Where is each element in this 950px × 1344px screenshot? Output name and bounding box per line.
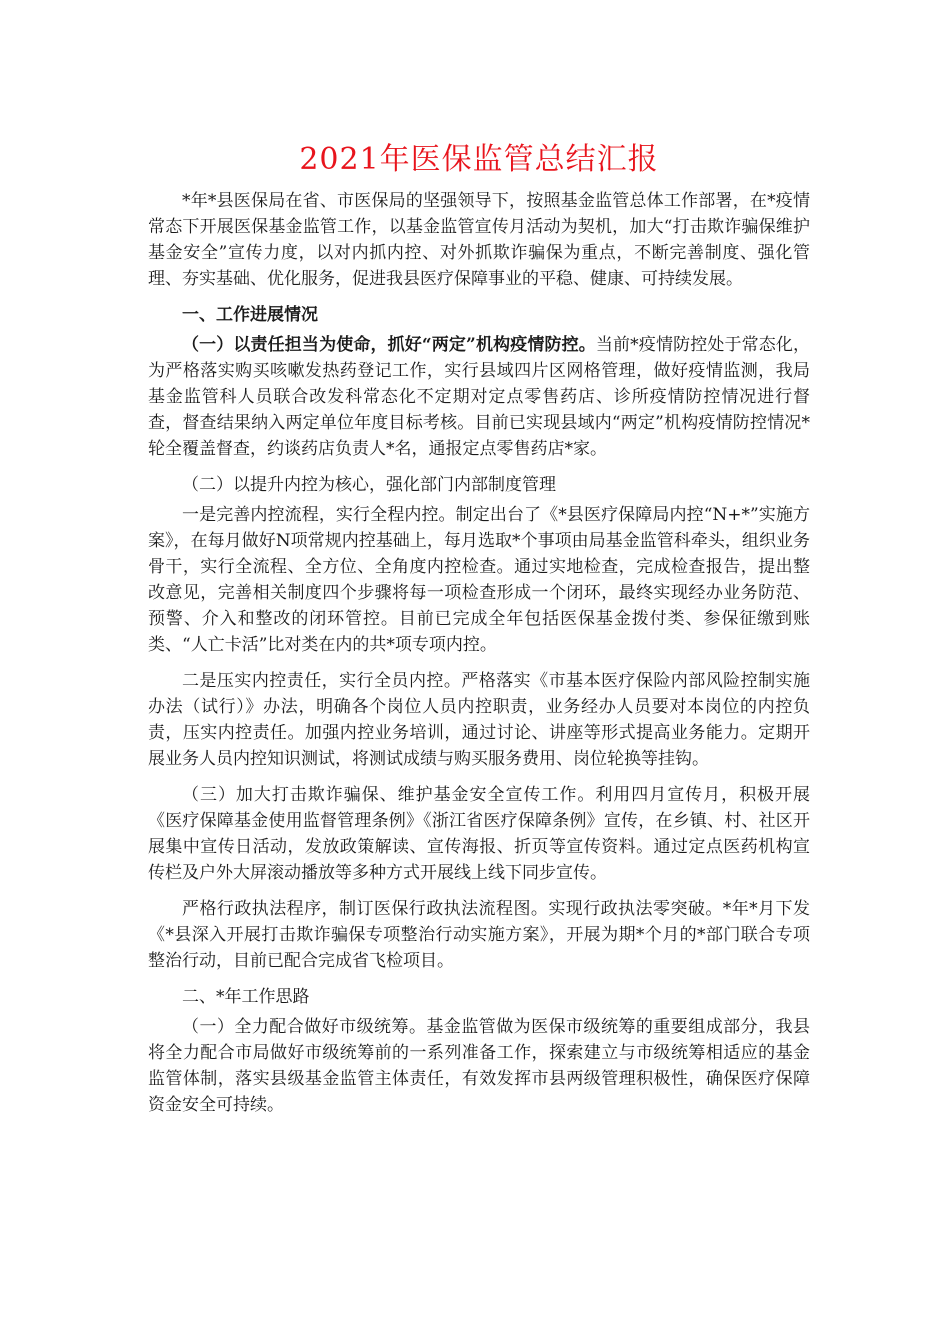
document-body	[148, 140, 810, 1128]
section-1-paragraph-4: 二是压实内控责任，实行全员内控。严格落实《市基本医疗保险内部风险控制实施办法（试行）》办法，明确各个岗位人员内控职责，业务经办人员要对本岗位的内控负责，压实内控责任。加强内控业务培训，通过讨论、讲座等形式提高业务能力。定期开展业务人员内控知识测试，将测试成绩与购买服务费用、岗位轮换等挂钩。	[148, 671, 810, 769]
section-2-heading: 二、*年工作思路	[182, 987, 310, 1007]
section-1-paragraph-3: 一是完善内控流程，实行全程内控。制定出台了《*县医疗保障局内控“N+*”实施方案》，在每月做好N项常规内控基础上，每月选取*个事项由局基金监管科牵头，组织业务骨干，实行全流程、全方位、全角度内控检查。通过实地检查，完成检查报告，提出整改意见，完善相关制度四个步骤将每一项检查形成一个闭环，最终实现经办业务防范、预警、介入和整改的闭环管控。目前已完成全年包括医保基金拨付类、参保征缴到账类、“人亡卡活”比对类在内的共*项专项内控。	[148, 505, 810, 655]
section-1-paragraph-1	[148, 332, 810, 462]
intro-paragraph: *年*县医保局在省、市医保局的坚强领导下，按照基金监管总体工作部署，在*疫情常态下开展医保基金监管工作，以基金监管宣传月活动为契机，加大“打击欺诈骗保维护基金安全”宣传力度，以对内抓内控、对外抓欺诈骗保为重点，不断完善制度、强化管理、夯实基础、优化服务，促进我县医疗保障事业的平稳、健康、可持续发展。	[148, 191, 810, 289]
document-title: 2021年医保监管总结汇报	[299, 142, 659, 177]
section-1-paragraph-1-lead: （一）以责任担当为使命，抓好“两定”机构疫情防控。	[182, 335, 596, 355]
section-1-paragraph-6: 严格行政执法程序，制订医保行政执法流程图。实现行政执法零突破。*年*月下发《*县深入开展打击欺诈骗保专项整治行动实施方案》，开展为期*个月的*部门联合专项整治行动，目前已配合完成省飞检项目。	[148, 899, 810, 971]
section-1-heading: 一、工作进展情况	[182, 305, 318, 325]
section-1-paragraph-1-body: 当前*疫情防控处于常态化，为严格落实购买咳嗽发热药登记工作，实行县域四片区网格管理，做好疫情监测，我局基金监管科人员联合改发科常态化不定期对定点零售药店、诊所疫情防控情况进行督查，督查结果纳入两定单位年度目标考核。目前已实现县域内“两定”机构疫情防控情况*轮全覆盖督查，约谈药店负责人*名，通报定点零售药店*家。	[148, 335, 811, 459]
section-2-paragraph-1: （一）全力配合做好市级统筹。基金监管做为医保市级统筹的重要组成部分，我县将全力配合市局做好市级统筹前的一系列准备工作，探索建立与市级统筹相适应的基金监管体制，落实县级基金监管主体责任，有效发挥市县两级管理积极性，确保医疗保障资金安全可持续。	[148, 1017, 810, 1115]
section-1-paragraph-5: （三）加大打击欺诈骗保、维护基金安全宣传工作。利用四月宣传月，积极开展《医疗保障基金使用监督管理条例》《浙江省医疗保障条例》宣传，在乡镇、村、社区开展集中宣传日活动，发放政策解读、宣传海报、折页等宣传资料。通过定点医药机构宣传栏及户外大屏滚动播放等多种方式开展线上线下同步宣传。	[148, 785, 810, 883]
section-1-subheading-2: （二）以提升内控为核心，强化部门内部制度管理	[182, 475, 556, 495]
